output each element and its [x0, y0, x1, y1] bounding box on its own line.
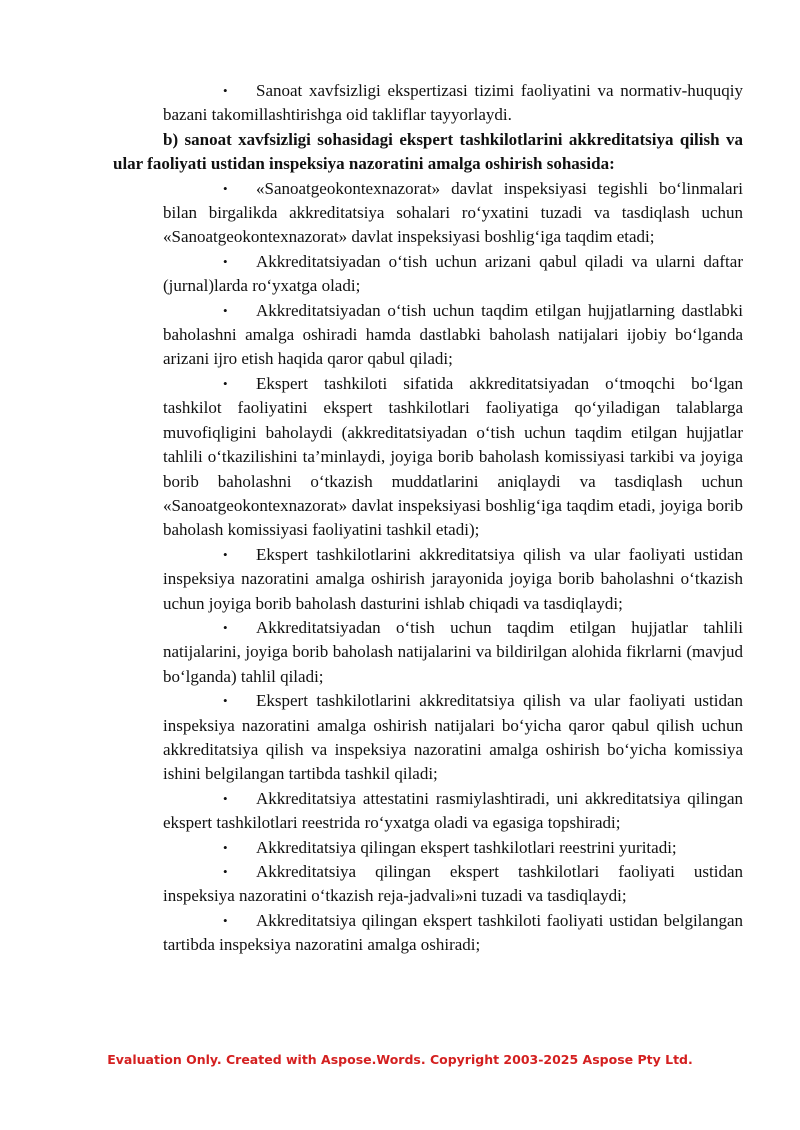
list-item-text: Akkreditatsiyadan o‘tish uchun arizani qabul qiladi va ularni daftar (jurnal)larda ro‘yxatga oladi;: [163, 251, 743, 296]
list-item: [163, 909, 743, 958]
list-item: [163, 372, 743, 543]
bullet-icon: •: [223, 302, 228, 318]
bullet-icon: •: [223, 375, 228, 391]
bullet-icon: •: [223, 180, 228, 196]
bullet-icon: •: [223, 912, 228, 928]
list-item-text: Akkreditatsiyadan o‘tish uchun taqdim etilgan hujjatlarning dastlabki baholashni amalga oshiradi hamda dastlabki baholash natijalari ijobiy bo‘lganda arizani ijro etish haqida qaror qabul qiladi;: [163, 300, 743, 369]
list-item: [163, 250, 743, 299]
list-item: [163, 836, 743, 860]
section-heading: b) sanoat xavfsizligi sohasidagi ekspert tashkilotlarini akkreditatsiya qilish va ular faoliyati ustidan inspeksiya nazoratini amalga oshirish sohasida:: [113, 129, 743, 174]
evaluation-watermark: Evaluation Only. Created with Aspose.Words. Copyright 2003-2025 Aspose Pty Ltd.: [107, 1052, 693, 1067]
list-item-text: Akkreditatsiya attestatini rasmiylashtiradi, uni akkreditatsiya qilingan ekspert tashkilotlari reestrida ro‘yxatga oladi va egasiga topshiradi;: [163, 788, 743, 833]
bullet-icon: •: [223, 864, 228, 879]
list-item: [163, 299, 743, 372]
list-item: [163, 177, 743, 250]
list-item: [163, 79, 743, 128]
list-item-text: Akkreditatsiya qilingan ekspert tashkilotlari faoliyati ustidan inspeksiya nazoratini o‘tkazish reja-jadvali»ni tuzadi va tasdiqlaydi;: [163, 862, 743, 906]
bullet-icon: •: [223, 790, 228, 806]
list-item-text: Ekspert tashkilotlarini akkreditatsiya qilish va ular faoliyati ustidan inspeksiya nazoratini amalga oshirish jarayonida joyiga borib baholashni o‘tkazish uchun joyiga borib baholash dasturini ishlab chiqadi va tasdiqlaydi;: [163, 544, 743, 613]
bullet-icon: •: [223, 253, 228, 269]
list-item-text: Ekspert tashkiloti sifatida akkreditatsiyadan o‘tmoqchi bo‘lgan tashkilot faoliyatini ekspert tashkilotlari faoliyatiga qo‘yiladigan talablarga muvofiqligini baholaydi (akkreditatsiyadan o‘tish uchun taqdim etilgan hujjatlar tahlili o‘tkazilishini ta’minlaydi, joyiga borib baholash komissiyasi tarkibi va joyiga borib baholashni o‘tkazish muddatlarini aniqlaydi va tasdiqlash uchun «Sanoatgeokontexnazorat» davlat inspeksiyasi boshlig‘iga taqdim etadi, joyiga borib baholash komissiyasi faoliyatini tashkil etadi);: [163, 373, 743, 540]
list-item: [163, 787, 743, 836]
bullet-icon: •: [223, 619, 228, 635]
list-item: [163, 689, 743, 787]
bullet-icon: •: [223, 83, 228, 98]
document-body: [113, 79, 743, 958]
list-item-text: Akkreditatsiya qilingan ekspert tashkilotlari reestrini yuritadi;: [256, 837, 677, 857]
list-item: [163, 616, 743, 689]
list-item: [163, 543, 743, 616]
bullet-icon: •: [223, 693, 228, 709]
list-item: [163, 860, 743, 909]
list-item-text: «Sanoatgeokontexnazorat» davlat inspeksiyasi tegishli bo‘linmalari bilan birgalikda akkreditatsiya sohalari ro‘yxatini tuzadi va tasdiqlash uchun «Sanoatgeokontexnazorat» davlat inspeksiyasi boshlig‘iga taqdim etadi;: [163, 178, 743, 247]
list-item-text: Sanoat xavfsizligi ekspertizasi tizimi faoliyatini va normativ-huquqiy bazani takomillashtirishga oid takliflar tayyorlaydi.: [163, 81, 743, 125]
bullet-icon: •: [223, 546, 228, 562]
list-item-text: Akkreditatsiyadan o‘tish uchun taqdim etilgan hujjatlar tahlili natijalarini, joyiga borib baholash natijalarini va bildirilgan alohida fikrlarni (mavjud bo‘lganda) tahlil qiladi;: [163, 617, 743, 686]
list-item-text: Akkreditatsiya qilingan ekspert tashkiloti faoliyati ustidan belgilangan tartibda inspeksiya nazoratini amalga oshiradi;: [163, 910, 743, 955]
list-item-text: Ekspert tashkilotlarini akkreditatsiya qilish va ular faoliyati ustidan inspeksiya nazoratini amalga oshirish natijalari bo‘yicha qaror qabul qilish uchun akkreditatsiya qilish va inspeksiya nazoratini amalga oshirish bo‘yicha komissiya ishini belgilangan tartibda tashkil qiladi;: [163, 691, 743, 784]
bullet-icon: •: [223, 839, 228, 855]
